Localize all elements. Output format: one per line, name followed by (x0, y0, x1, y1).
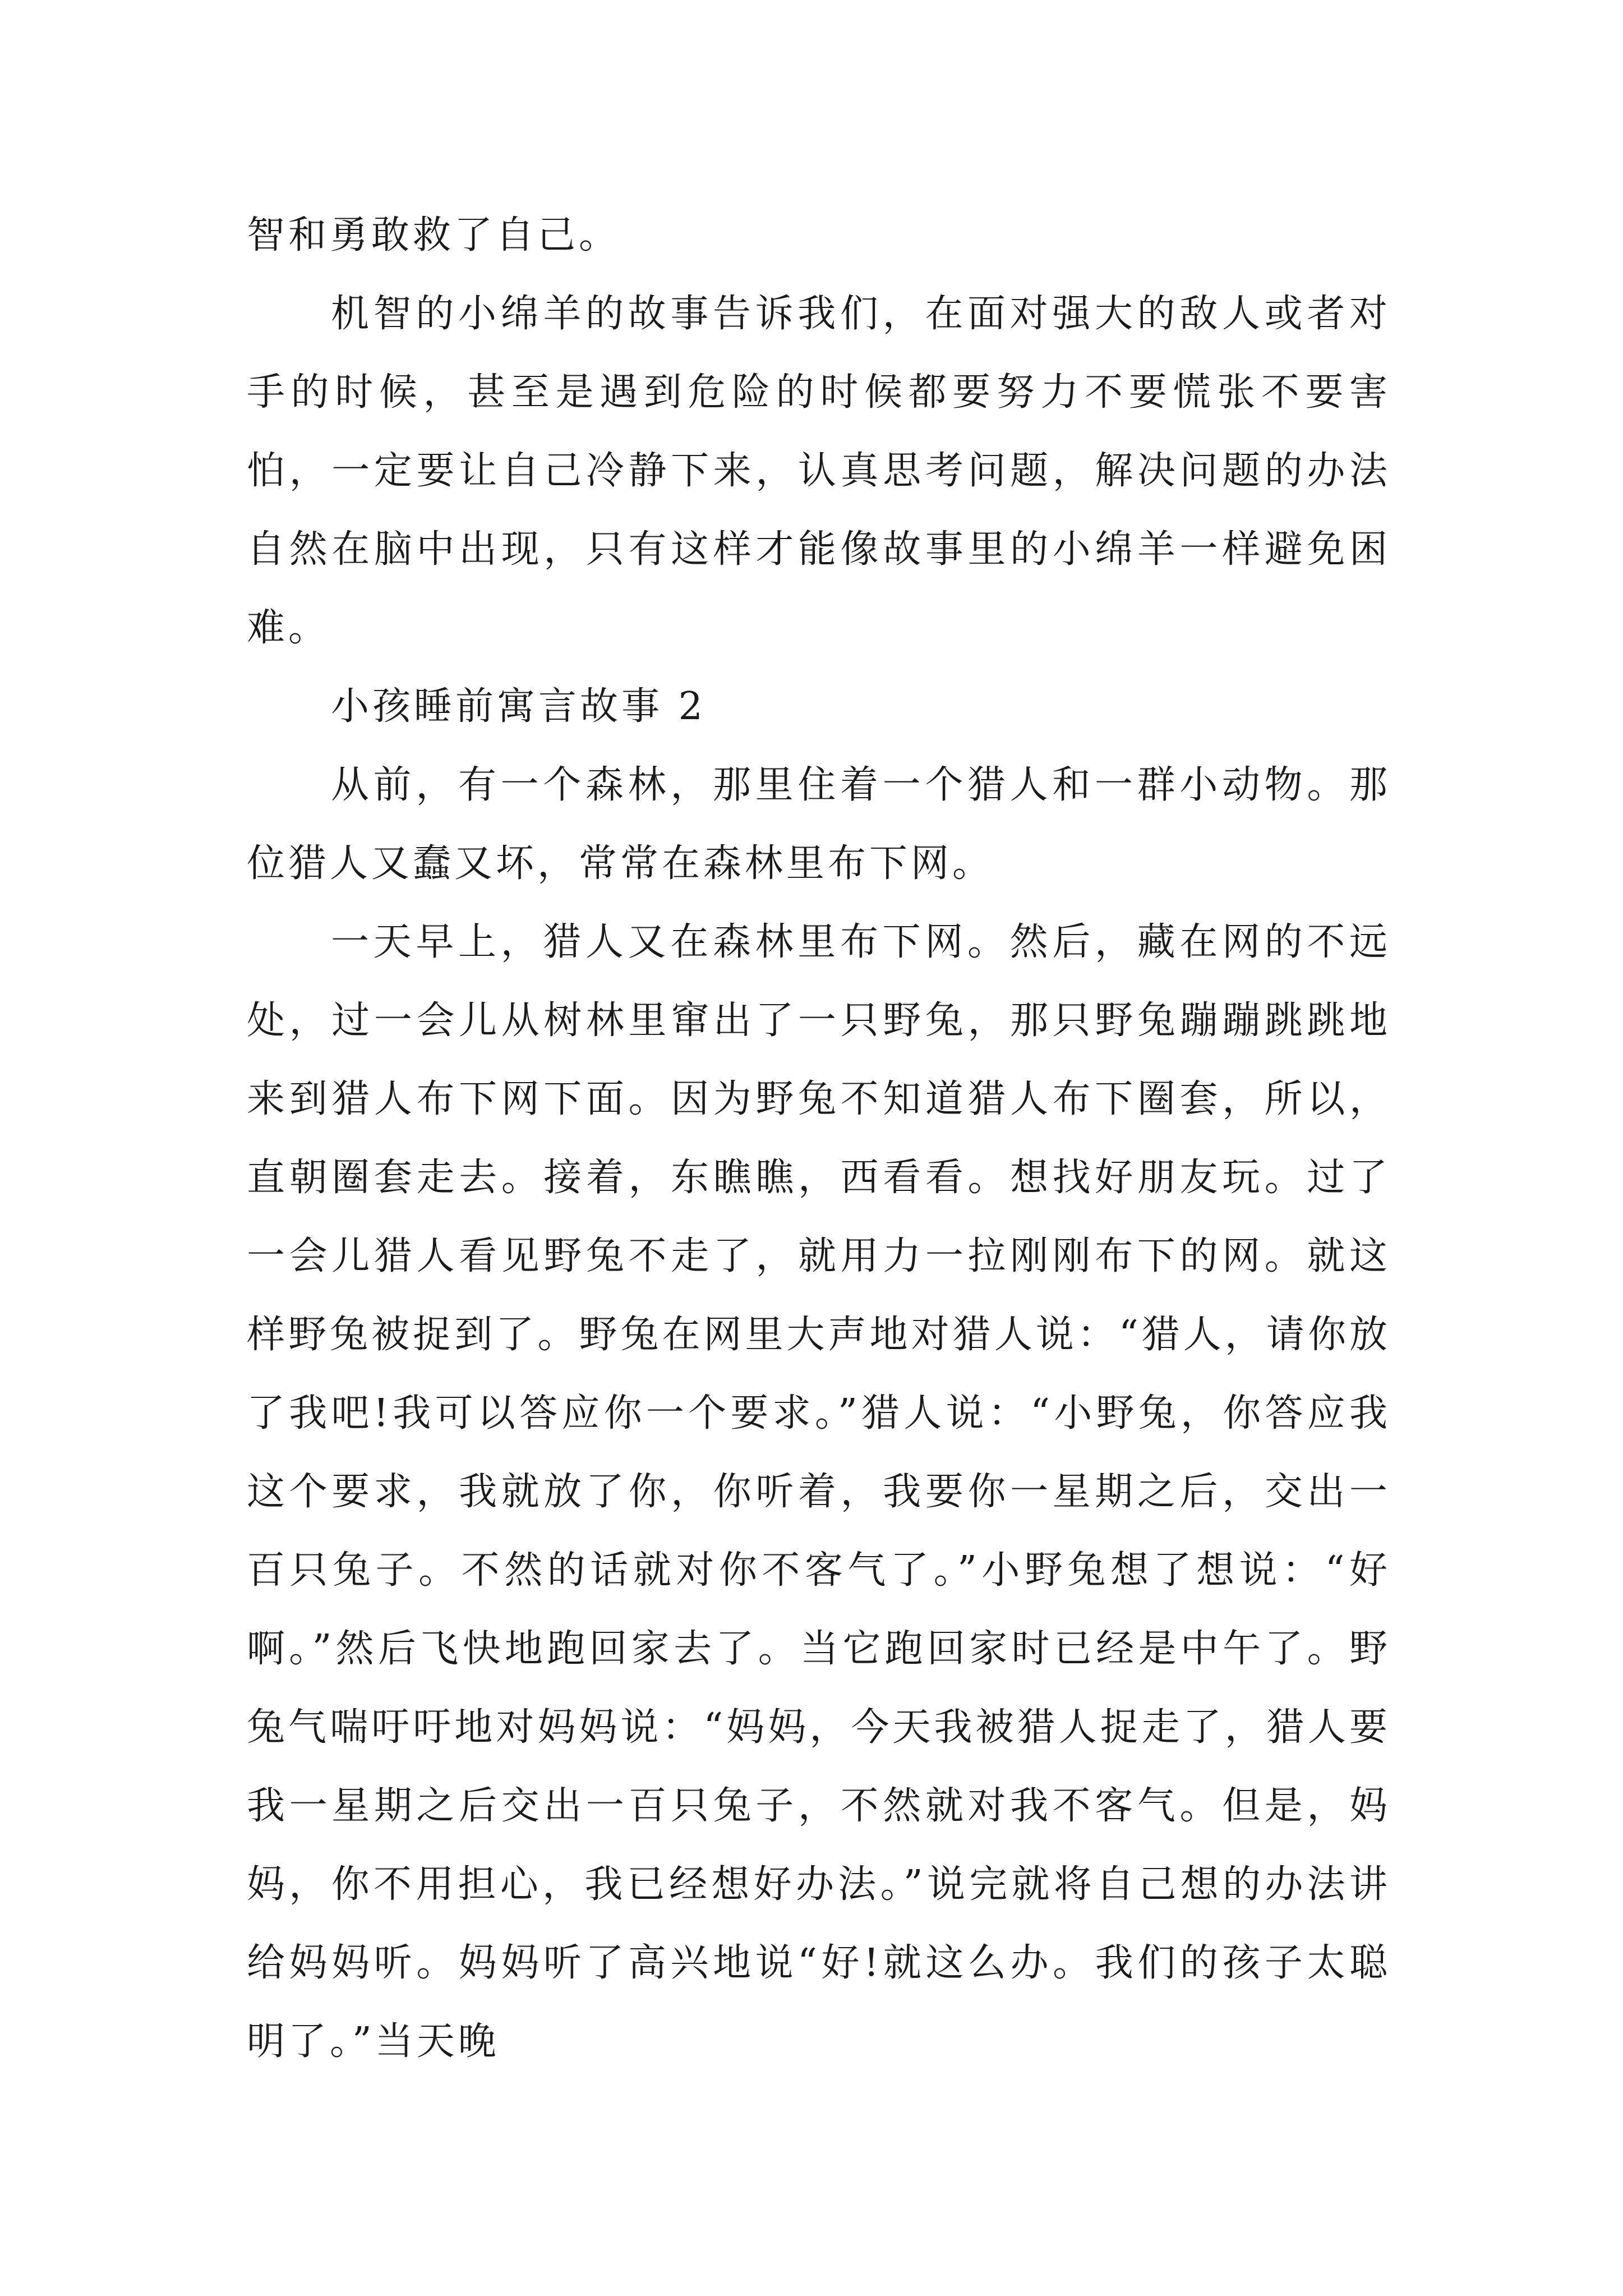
document-body (247, 196, 1391, 2081)
paragraph-story: 一天早上，猎人又在森林里布下网。然后，藏在网的不远处，过一会儿从树林里窜出了一只野兔，那只野兔蹦蹦跳跳地来到猎人布下网下面。因为野兔不知道猎人布下圈套，所以，直朝圈套走去。接着，东瞧瞧，西看看。想找好朋友玩。过了一会儿猎人看见野兔不走了，就用力一拉刚刚布下的网。就这样野兔被捉到了。野兔在网里大声地对猎人说：“猎人，请你放了我吧!我可以答应你一个要求。”猎人说：“小野兔，你答应我这个要求，我就放了你，你听着，我要你一星期之后，交出一百只兔子。不然的话就对你不客气了。”小野兔想了想说：“好啊。”然后飞快地跑回家去了。当它跑回家时已经是中午了。野兔气喘吁吁地对妈妈说：“妈妈，今天我被猎人捉走了，猎人要我一星期之后交出一百只兔子，不然就对我不客气。但是，妈妈，你不用担心，我已经想好办法。”说完就将自己想的办法讲给妈妈听。妈妈听了高兴地说“好!就这么办。我们的孩子太聪明了。”当天晚 (247, 920, 1391, 2064)
story-title: 小孩睡前寓言故事 2 (331, 684, 706, 729)
paragraph-continuation: 智和勇敢救了自己。 (247, 213, 621, 257)
paragraph-intro: 从前，有一个森林，那里住着一个猎人和一群小动物。那位猎人又蠢又坏，常常在森林里布下网。 (247, 763, 1391, 886)
paragraph-moral: 机智的小绵羊的故事告诉我们，在面对强大的敌人或者对手的时候，甚至是遇到危险的时候都要努力不要慌张不要害怕，一定要让自己冷静下来，认真思考问题，解决问题的办法自然在脑中出现，只有这样才能像故事里的小绵羊一样避免困难。 (247, 292, 1391, 650)
